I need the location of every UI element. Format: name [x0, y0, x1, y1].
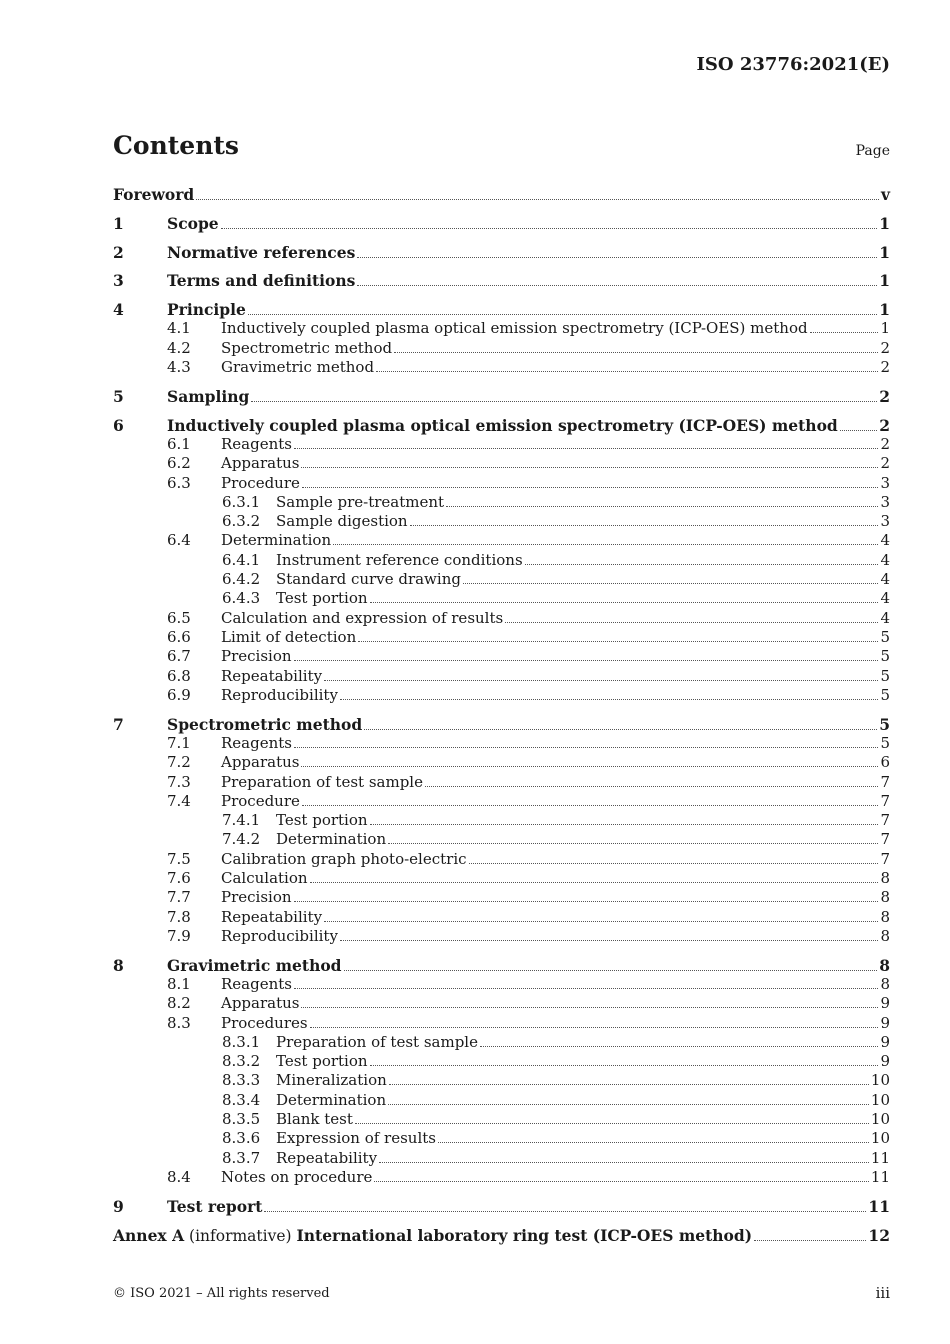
toc-entry-number: 7.4 [167, 791, 191, 810]
toc-entry[interactable] [113, 1014, 890, 1033]
toc-entry-page: 10 [870, 1071, 890, 1090]
toc-entry-page: 2 [879, 386, 890, 406]
toc-entry-page: v [880, 185, 890, 204]
toc-entry[interactable] [113, 1110, 890, 1129]
toc-entry-title: Sample digestion [276, 512, 408, 531]
toc-entry-number: 8.3.3 [222, 1071, 261, 1090]
toc-entry-number: 6.4.2 [222, 570, 261, 589]
dot-leader [358, 641, 878, 642]
toc-entry-page: 8 [880, 974, 890, 993]
toc-entry-title: Calculation and expression of results [221, 608, 504, 627]
toc-entry-title: Determination [276, 830, 387, 849]
toc-entry[interactable] [113, 300, 890, 319]
toc-entry-page: 2 [880, 338, 890, 357]
toc-entry-page: 4 [880, 531, 890, 550]
toc-entry-number: 8.3.7 [222, 1148, 261, 1167]
toc-entry[interactable] [113, 850, 890, 869]
toc-entry-page: 12 [868, 1225, 890, 1245]
toc-entry-number: 7.9 [167, 926, 191, 945]
toc-entry-number: 8.2 [167, 994, 191, 1013]
toc-entry-page: 5 [880, 627, 890, 646]
toc-entry[interactable] [113, 609, 890, 628]
toc-entry[interactable] [113, 956, 890, 975]
toc-entry-title: Expression of results [276, 1129, 436, 1148]
dot-leader [344, 970, 878, 971]
toc-entry-title: Repeatability [276, 1148, 378, 1167]
toc-entry-page: 1 [879, 300, 890, 320]
dot-leader [333, 544, 878, 545]
toc-entry-page: 2 [880, 454, 890, 473]
toc-entry-number: 6 [113, 415, 124, 435]
toc-entry-page: 11 [868, 1196, 890, 1216]
toc-entry-title: Notes on procedure [221, 1167, 373, 1186]
toc-entry-title: Repeatability [221, 666, 323, 685]
toc-entry[interactable] [113, 1149, 890, 1168]
toc-entry-page: 5 [879, 714, 890, 734]
toc-entry-number: 7.3 [167, 772, 191, 791]
toc-entry[interactable] [113, 243, 890, 262]
dot-leader [294, 988, 878, 989]
toc-entry[interactable] [113, 830, 890, 849]
toc-entry-title: Instrument reference conditions [276, 550, 523, 569]
toc-entry-title: Determination [221, 531, 332, 550]
toc-entry[interactable] [113, 570, 890, 589]
toc-entry-page: 10 [870, 1129, 890, 1148]
toc-entry-title: Reproducibility [221, 685, 338, 704]
dot-leader [446, 506, 878, 507]
toc-entry-number: 6.4 [167, 531, 191, 550]
dot-leader [463, 583, 878, 584]
dot-leader [505, 622, 878, 623]
annex-title: International laboratory ring test (ICP-OES method) [296, 1225, 753, 1245]
toc-entry-number: 6.9 [167, 685, 191, 704]
toc-entry-number: 6.5 [167, 608, 191, 627]
toc-entry-title: Sampling [167, 386, 250, 406]
toc-entry[interactable] [113, 339, 890, 358]
dot-leader [525, 564, 879, 565]
toc-entry[interactable] [113, 214, 890, 233]
toc-entry-title: Gravimetric method [167, 955, 342, 975]
dot-leader [810, 332, 879, 333]
toc-entry-title: Test report [167, 1196, 263, 1216]
toc-entry-number: 7 [113, 714, 124, 734]
dot-leader [388, 843, 878, 844]
toc-entry-number: 8.4 [167, 1167, 191, 1186]
dot-leader [196, 199, 879, 200]
dot-leader [248, 314, 877, 315]
dot-leader [357, 285, 877, 286]
toc-entry-title: Principle [167, 300, 246, 320]
toc-entry-number: 7.5 [167, 849, 191, 868]
toc-entry-number: 7.4.1 [222, 811, 261, 830]
toc-entry-number: 7.7 [167, 888, 191, 907]
dot-leader [324, 921, 878, 922]
toc-entry[interactable] [113, 493, 890, 512]
dot-leader [410, 525, 879, 526]
toc-entry-number: 8.3.4 [222, 1090, 261, 1109]
toc-entry-number: 8.3.1 [222, 1032, 261, 1051]
toc-entry-number: 6.6 [167, 627, 191, 646]
toc-entry-title: Reagents [221, 733, 292, 752]
copyright-notice: © ISO 2021 – All rights reserved [113, 1286, 330, 1301]
toc-entry-number: 3 [113, 271, 124, 291]
dot-leader [379, 1162, 869, 1163]
toc-entry-number: 7.2 [167, 753, 191, 772]
dot-leader [221, 228, 878, 229]
toc-entry-title: Inductively coupled plasma optical emission spectrometry (ICP-OES) method [167, 415, 838, 435]
toc-entry-number: 8.3.2 [222, 1052, 261, 1071]
toc-entry-number: 8.3.6 [222, 1129, 261, 1148]
toc-entry-title: Spectrometric method [167, 714, 363, 734]
toc-entry-page: 10 [870, 1090, 890, 1109]
toc-entry-title: Apparatus [221, 994, 300, 1013]
toc-entry-number: 7.1 [167, 733, 191, 752]
toc-entry-title: Terms and definitions [167, 271, 356, 291]
toc-entry-number: 6.3.1 [222, 492, 261, 511]
toc-entry-page: 4 [880, 550, 890, 569]
toc-entry-number: 4.3 [167, 358, 191, 377]
toc-entry-number: 6.4.1 [222, 550, 261, 569]
toc-entry-title: Procedure [221, 473, 300, 492]
toc-entry-title: Test portion [276, 1052, 368, 1071]
toc-entry[interactable] [113, 811, 890, 830]
toc-entry[interactable] [113, 512, 890, 531]
toc-entry[interactable] [113, 908, 890, 927]
toc-entry-title: Apparatus [221, 454, 300, 473]
toc-entry-page: 8 [880, 907, 890, 926]
toc-entry-page: 8 [880, 869, 890, 887]
toc-entry-page: 8 [880, 926, 890, 945]
toc-entry-page: 9 [880, 1032, 890, 1051]
dot-leader [370, 602, 879, 603]
toc-entry[interactable] [113, 628, 890, 647]
toc-entry-page: 5 [880, 647, 890, 666]
toc-entry-page: 9 [880, 1052, 890, 1071]
toc-entry[interactable] [113, 435, 890, 454]
toc-entry-number: 8.3.5 [222, 1110, 261, 1129]
toc-entry-title: Inductively coupled plasma optical emission spectrometry (ICP-OES) method [221, 319, 808, 338]
dot-leader [754, 1240, 866, 1241]
dot-leader [294, 901, 879, 902]
toc-entry-title: Reagents [221, 974, 292, 993]
toc-entry[interactable] [113, 975, 890, 994]
toc-entry-number: 2 [113, 242, 124, 262]
dot-leader [364, 729, 877, 730]
toc-entry[interactable] [113, 1091, 890, 1110]
toc-entry[interactable] [113, 792, 890, 811]
toc-entry-title: Scope [167, 213, 219, 233]
dot-leader [324, 680, 878, 681]
toc-entry-title: Gravimetric method [221, 358, 375, 377]
dot-leader [294, 660, 879, 661]
toc-entry-page: 4 [880, 570, 890, 589]
toc-entry[interactable] [113, 1071, 890, 1090]
toc-entry[interactable] [113, 319, 890, 338]
toc-entry-page: 1 [880, 319, 890, 338]
page-column-label: Page [855, 143, 890, 159]
toc-entry[interactable] [113, 531, 890, 550]
toc-entry-title: Calculation [221, 869, 308, 887]
dot-leader [425, 786, 878, 787]
dot-leader [355, 1123, 869, 1124]
toc-entry-title: Sample pre-treatment [276, 492, 445, 511]
toc-entry-title: Preparation of test sample [276, 1032, 478, 1051]
page-number: iii [875, 1284, 890, 1302]
dot-leader [301, 467, 878, 468]
toc-entry-title: Blank test [276, 1110, 353, 1129]
toc-entry[interactable] [113, 753, 890, 772]
toc-entry-number: 7.8 [167, 907, 191, 926]
dot-leader [301, 766, 878, 767]
toc-entry-number: 4.1 [167, 319, 191, 338]
toc-entry-title: Foreword [113, 185, 195, 204]
toc-entry[interactable] [113, 185, 890, 204]
toc-entry-page: 4 [880, 608, 890, 627]
toc-entry-page: 1 [879, 271, 890, 291]
toc-entry-title: Determination [276, 1090, 387, 1109]
toc-entry[interactable] [113, 994, 890, 1013]
toc-entry-number: 6.7 [167, 647, 191, 666]
toc-entry-title: Calibration graph photo-electric [221, 849, 467, 868]
dot-leader [340, 940, 879, 941]
toc-entry-page: 6 [880, 753, 890, 772]
toc-entry-page: 9 [880, 1013, 890, 1032]
toc-entry-page: 3 [880, 492, 890, 511]
dot-leader [294, 448, 878, 449]
toc-entry-page: 4 [880, 589, 890, 608]
toc-entry-title: Precision [221, 647, 292, 666]
toc-entry[interactable] [113, 1052, 890, 1071]
toc-entry-page: 7 [880, 811, 890, 830]
toc-entry-title: Standard curve drawing [276, 570, 461, 589]
dot-leader [438, 1142, 869, 1143]
toc-entry-title: Limit of detection [221, 627, 357, 646]
toc-entry-page: 8 [879, 955, 890, 975]
toc-entry[interactable] [113, 647, 890, 666]
dot-leader [370, 824, 879, 825]
toc-entry-title: Reagents [221, 434, 292, 453]
dot-leader [340, 699, 879, 700]
toc-entry-title: Precision [221, 888, 292, 907]
dot-leader [310, 882, 879, 883]
toc-entry-number: 4 [113, 300, 124, 320]
toc-entry-number: 6.3 [167, 473, 191, 492]
dot-leader [310, 1027, 879, 1028]
toc-entry-page: 1 [879, 213, 890, 233]
annex-note: (informative) [184, 1226, 297, 1245]
toc-entry[interactable] [113, 734, 890, 753]
dot-leader [251, 401, 877, 402]
toc-entry-number: 6.3.2 [222, 512, 261, 531]
toc-entry-page: 7 [880, 772, 890, 791]
toc-entry[interactable] [113, 454, 890, 473]
toc-entry-title: Procedure [221, 791, 300, 810]
annex-label: Annex A [113, 1225, 185, 1245]
toc-entry-page: 7 [880, 791, 890, 810]
toc-entry-page: 1 [879, 242, 890, 262]
dot-leader [370, 1065, 879, 1066]
toc-entry[interactable] [113, 1197, 890, 1216]
toc-entry[interactable] [113, 667, 890, 686]
toc-entry-number: 7.4.2 [222, 830, 261, 849]
toc-entry-page: 11 [870, 1148, 890, 1167]
toc-entry-title [113, 1226, 752, 1246]
toc-entry-number: 4.2 [167, 338, 191, 357]
toc-entry-page: 2 [880, 358, 890, 377]
toc-entry-title: Test portion [276, 811, 368, 830]
toc-entry-number: 6.4.3 [222, 589, 261, 608]
toc-entry-page: 3 [880, 512, 890, 531]
toc-entry-page: 8 [880, 888, 890, 907]
dot-leader [389, 1084, 869, 1085]
toc-entry-number: 6.1 [167, 434, 191, 453]
toc-entry[interactable] [113, 551, 890, 570]
dot-leader [469, 863, 879, 864]
toc-entry-title: Mineralization [276, 1071, 387, 1090]
toc-entry-title: Repeatability [221, 907, 323, 926]
dot-leader [374, 1181, 869, 1182]
toc-entry-page: 9 [880, 994, 890, 1013]
toc-entry-page: 5 [880, 666, 890, 685]
toc-entry-number: 6.8 [167, 666, 191, 685]
dot-leader [388, 1104, 869, 1105]
toc-entry-title: Procedures [221, 1013, 308, 1032]
toc-entry[interactable] [113, 686, 890, 705]
dot-leader [302, 487, 879, 488]
toc-entry-title: Spectrometric method [221, 338, 393, 357]
toc-entry-number: 8.1 [167, 974, 191, 993]
toc-entry-number: 8 [113, 955, 124, 975]
toc-entry[interactable] [113, 387, 890, 406]
toc-entry-page: 7 [880, 830, 890, 849]
toc-entry[interactable] [113, 1168, 890, 1187]
toc-entry-page: 3 [880, 473, 890, 492]
toc-entry[interactable] [113, 1129, 890, 1148]
dot-leader [301, 1007, 878, 1008]
dot-leader [294, 747, 878, 748]
toc-entry-number: 1 [113, 213, 124, 233]
toc-entry[interactable] [113, 715, 890, 734]
toc-entry-page: 5 [880, 685, 890, 704]
toc-entry-title: Apparatus [221, 753, 300, 772]
toc-entry-page: 11 [870, 1167, 890, 1186]
toc-entry-number: 7.6 [167, 869, 191, 887]
toc-entry-title: Reproducibility [221, 926, 338, 945]
dot-leader [840, 430, 877, 431]
dot-leader [357, 257, 877, 258]
toc-entry[interactable] [113, 927, 890, 946]
dot-leader [394, 352, 878, 353]
toc-entry-page: 2 [879, 415, 890, 435]
toc-entry[interactable] [113, 358, 890, 377]
toc-entry-number: 5 [113, 386, 124, 406]
toc-entry[interactable] [113, 773, 890, 792]
toc-entry[interactable] [113, 589, 890, 608]
dot-leader [264, 1211, 866, 1212]
toc-entry-title: Preparation of test sample [221, 772, 423, 791]
document-id: ISO 23776:2021(E) [696, 54, 890, 75]
toc-entry[interactable] [113, 888, 890, 907]
toc-entry-page: 2 [880, 434, 890, 453]
toc-entry[interactable] [113, 474, 890, 493]
dot-leader [302, 805, 879, 806]
toc-entry-page: 7 [880, 849, 890, 868]
toc-entry-page: 5 [880, 733, 890, 752]
toc-entry[interactable] [113, 416, 890, 435]
contents-heading: Contents [113, 131, 240, 160]
toc-entry-number: 9 [113, 1196, 124, 1216]
toc-entry[interactable] [113, 1226, 890, 1245]
toc-entry[interactable] [113, 1033, 890, 1052]
toc-entry[interactable] [113, 271, 890, 290]
toc-entry-number: 6.2 [167, 454, 191, 473]
table-of-contents [113, 185, 890, 1245]
toc-entry-title: Normative references [167, 242, 356, 262]
toc-entry[interactable] [113, 869, 890, 888]
toc-entry-number: 8.3 [167, 1013, 191, 1032]
dot-leader [376, 371, 878, 372]
toc-entry-title: Test portion [276, 589, 368, 608]
dot-leader [480, 1046, 878, 1047]
toc-entry-page: 10 [870, 1110, 890, 1129]
